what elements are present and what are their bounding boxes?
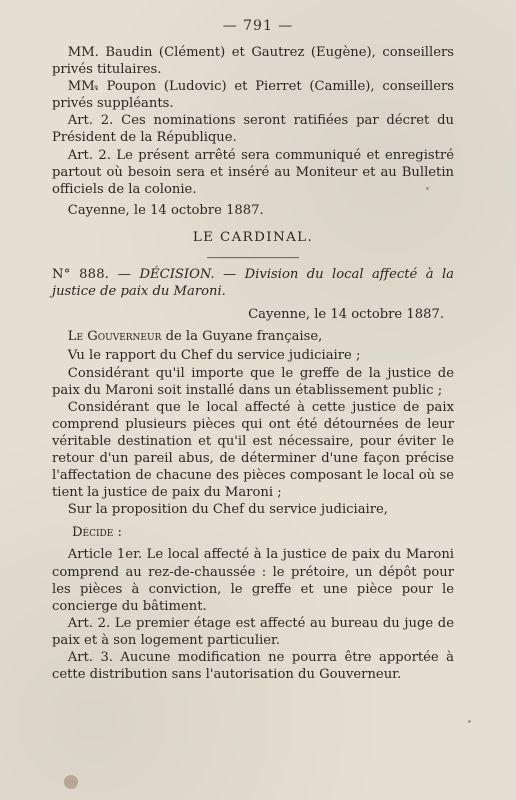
decide-heading: Décide : [72,525,122,541]
first-date-line: Cayenne, le 14 octobre 1887. [67,202,264,218]
article-2: Art. 2. Le premier étage est affecté au bureau du juge de paix et à son logement particulier. [52,615,454,648]
decision-heading [52,266,454,300]
paper-stain [64,775,78,789]
governor-prefix: Le [67,329,84,345]
paragraph-publication: Art. 2. Le présent arrêté sera communiqué et enregistré partout où besoin sera et inséré au Moniteur et au Bulletin officiels de la colonie. [52,147,454,197]
section-divider [207,257,299,258]
decision-date: Cayenne, le 14 octobre 1887. [248,307,444,323]
governor-title: Gouverneur [87,329,162,345]
paper-speck [94,85,98,89]
proposal-line: Sur la proposition du Chef du service judiciaire, [67,502,388,518]
paragraph-councillors-suppleants: MM. Poupon (Ludovic) et Pierret (Camille), conseillers privés suppléants. [52,79,454,112]
governor-rest: de la Guyane française, [165,329,323,345]
paper-speck [468,720,471,723]
paper-speck [426,187,429,190]
article-1: Article 1er. Le local affecté à la justice de paix du Maroni comprend au rez-de-chaussée : le prétoire, un dépôt pour les pièces à conviction, le greffe et une pièce pour le concierge du bâtiment. [52,547,454,614]
paragraph-councillors-titulaires: MM. Baudin (Clément) et Gautrez (Eugène), conseillers privés titulaires. [52,45,454,78]
decision-number: N° 888. — [52,267,132,283]
governor-line [52,328,454,345]
considering-greffe: Considérant qu'il importe que le greffe de la justice de paix du Maroni soit installé dans un établissement public ; [52,365,454,398]
paragraph-ratification: Art. 2. Ces nominations seront ratifiées par décret du Président de la République. [52,113,454,146]
signature: LE CARDINAL. [192,229,314,245]
considering-report: Vu le rapport du Chef du service judiciaire ; [67,348,361,364]
considering-local: Considérant que le local affecté à cette justice de paix comprend plusieurs pièces qui ont été détournées de leur véritable destination et qu'il est nécessaire, pour éviter le retour d'un pareil abus, de déterminer d'une façon précise l'affectation de chacune des pièces composant le local où se tient la justice de paix du Maroni ; [52,399,454,501]
decision-title: DÉCISION. — Division du local affecté à la justice de paix du Maroni. [52,267,454,300]
document-body [52,44,454,683]
article-3: Art. 3. Aucune modification ne pourra être apportée à cette distribution sans l'autorisation du Gouverneur. [52,650,454,683]
page-number: — 791 — [222,18,294,34]
